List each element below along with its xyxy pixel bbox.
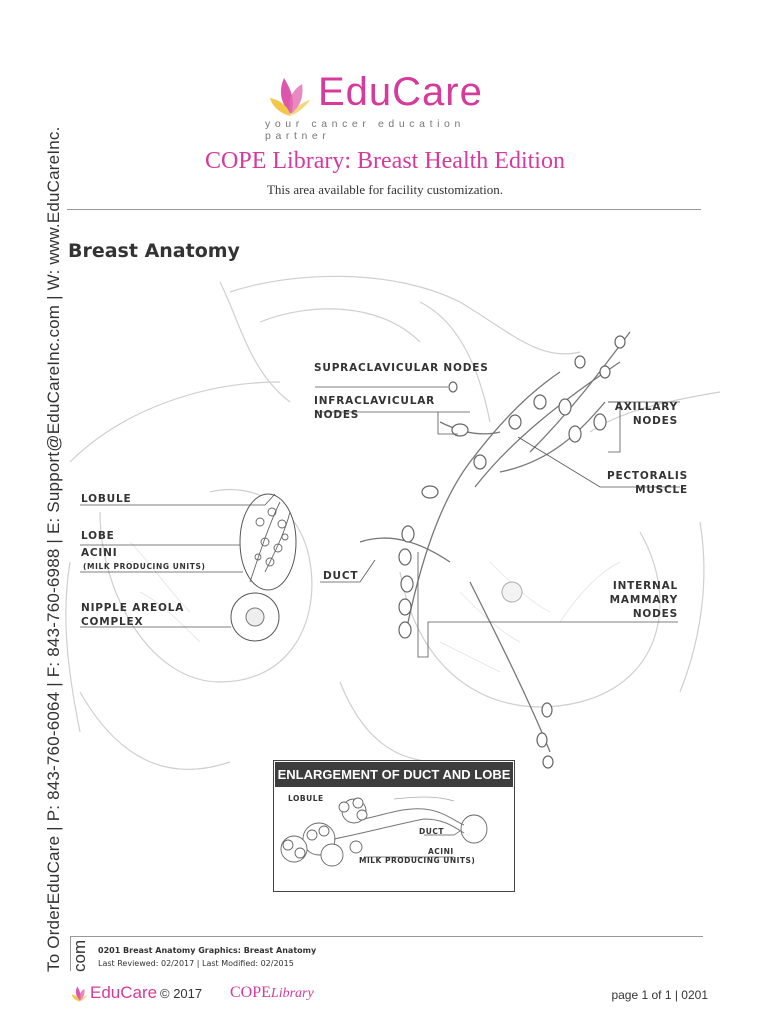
label-lobe: LOBE — [81, 530, 115, 542]
inset-label-acini: ACINI — [428, 847, 454, 856]
document-info-box — [70, 936, 703, 971]
label-internal-mammary-nodes: INTERNAL MAMMARY NODES — [609, 580, 678, 620]
logo-wordmark: EduCare — [318, 70, 483, 114]
label-axillary-nodes: AXILLARY NODES — [614, 401, 678, 427]
cope-library-logo — [230, 984, 314, 1002]
lotus-icon — [70, 984, 90, 1004]
enlargement-inset — [273, 760, 515, 892]
inset-label-acini-sub: MILK PRODUCING UNITS) — [359, 856, 476, 865]
label-acini-sub: (MILK PRODUCING UNITS) — [83, 562, 206, 571]
inset-label-duct: DUCT — [419, 827, 444, 836]
label-pectoralis-muscle: PECTORALIS MUSCLE — [606, 470, 688, 496]
label-nipple-areola-complex: NIPPLE AREOLA COMPLEX — [81, 602, 185, 628]
document-title: 0201 Breast Anatomy Graphics: Breast Anatomy — [98, 946, 317, 955]
footer-logo-wordmark: EduCare — [90, 983, 158, 1002]
lotus-icon — [266, 74, 316, 120]
customization-note: This area available for facility customization. — [266, 182, 504, 197]
page-number: page 1 of 1 | 0201 — [611, 988, 708, 1002]
label-lobule: LOBULE — [81, 493, 132, 505]
contact-info: To OrderEduCare | P: 843-760-6064 | F: 843-760-6988 | E: Support@EduCareInc.com | W: www.EduCareInc. — [44, 126, 63, 972]
contact-info-wrap: com — [70, 939, 89, 972]
inset-label-lobule: LOBULE — [288, 794, 324, 803]
duct-lobe-diagram — [274, 789, 512, 889]
document-dates: Last Reviewed: 02/2017 | Last Modified: 02/2015 — [98, 959, 294, 968]
label-duct: DUCT — [323, 570, 359, 582]
copyright: © 2017 — [160, 986, 203, 1001]
inset-title: ENLARGEMENT OF DUCT AND LOBE — [275, 762, 513, 787]
label-supraclavicular-nodes: SUPRACLAVICULAR NODES — [314, 362, 489, 374]
label-acini: ACINI — [81, 547, 118, 559]
tagline: your cancer education partner — [265, 118, 465, 142]
cope-brand: COPE — [230, 984, 271, 1001]
cope-library-word: Library — [270, 986, 314, 1001]
header-divider — [67, 209, 701, 210]
label-infraclavicular-nodes: INFRACLAVICULAR NODES — [314, 395, 436, 421]
page-title: COPE Library: Breast Health Edition — [205, 148, 565, 174]
section-title: Breast Anatomy — [68, 240, 240, 262]
